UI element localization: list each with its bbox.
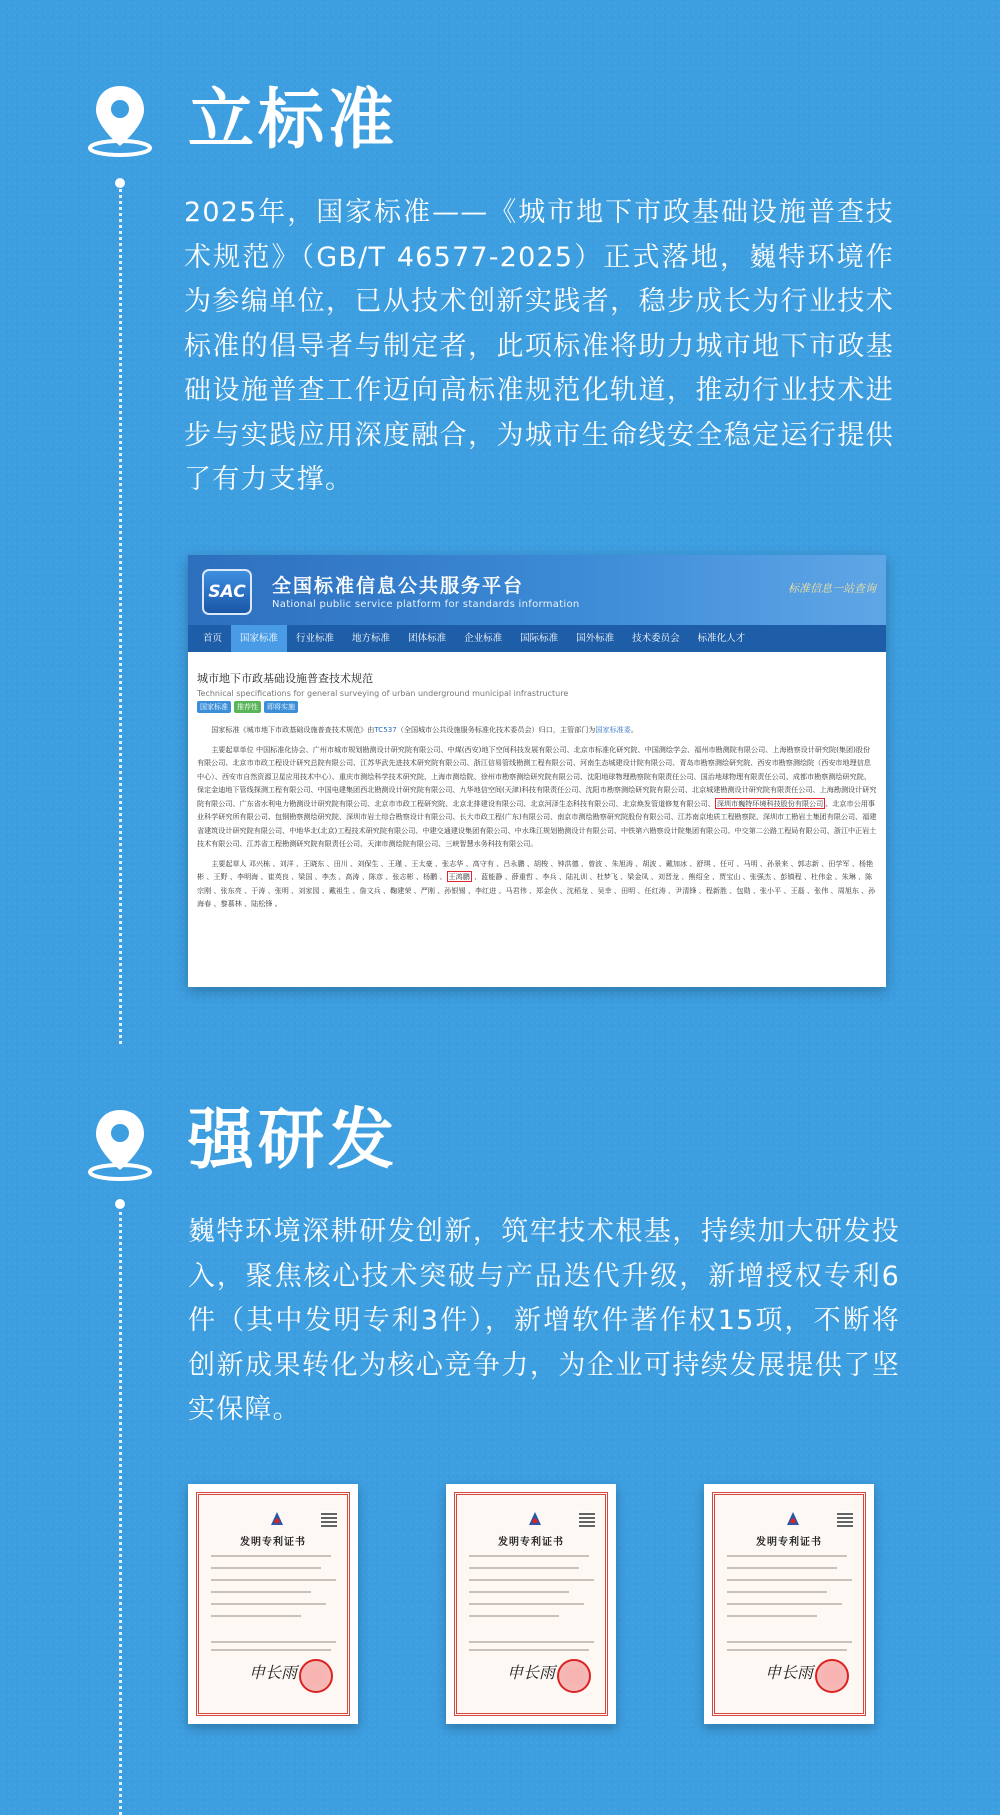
- standard-tags: [197, 701, 877, 713]
- units-text: 主要起草单位 中国标准化协会、广州市城市规划勘测设计研究院有限公司、中煤(西安)地下空间科技发展有限公司、北京市标准化研究院、中国测绘学会、福州市勘测院有限公司、上海勘察设计研究院(集团)股份有限公司、北京市市政工程设计研究总院有限公司、江苏华武先进技术研究院有限公司、浙江信易管线勘测工程有限公司、河南生态城建设计院有限公司、青岛市勘察测绘研究院、西安市勘察测绘院（西安市地理信息中心）、西安市自然资源卫星应用技术中心）、重庆市测绘科学技术研究院、上海市测绘院、徐州市勘察测绘研究院有限公司、沈阳地球物理勘察院有限责任公司、国治地球物理有限责任公司、成都市勘察测绘研究院、保定金迪地下管线探测工程有限公司、中国电建集团西北勘测设计研究院有限公司、九华地信空间(天津)科技有限责任公司、沈阳市勘察测绘研究院有限公司、北京城建勘测设计研究院有限责任公司、上海勘测设计研究院有限公司、广东省水利电力勘测设计研究院有限公司、北京市市政工程研究院、北京北排建设有限公司、北京河泽生态科技有限公司、北京焕发管道修复有限公司、: [197, 744, 877, 808]
- intro-text: 国家标准《城市地下市政基础设施普查技术规范》由: [211, 725, 375, 734]
- nav-item-6[interactable]: 国际标准: [520, 633, 559, 644]
- certificate-text-line: [469, 1649, 589, 1651]
- tc-link[interactable]: TC537: [374, 725, 397, 734]
- certificate-frame: [454, 1492, 608, 1716]
- certificate-text-line: [211, 1591, 311, 1593]
- nav-item-9[interactable]: 标准化人才: [697, 633, 746, 644]
- standard-intro: [197, 723, 877, 737]
- drafting-units: [197, 743, 877, 851]
- units-text: 、北京市公用事业科学研究所有限公司、包钢勘察测绘研究院、深圳市岩土综合勘察设计有限公司、长大市政工程(广东)有限公司、南京市测绘勘察研究院股份有限公司、江苏南京地质工程勘察院、深圳市工勘岩土集团有限公司、福建省建筑设计研究院有限公司、中地华北(北京)工程技术研究院有限公司、中建交通建设集团有限公司、中水珠江规划勘测设计有限公司、中铁第六勘察设计院集团有限公司、中交第二公路工程局有限公司、浙江中正岩土技术有限公司、江苏省工程勘测研究院有限责任公司、天津市测绘院有限公司、三峡智慧水务科技有限公司。: [197, 798, 877, 848]
- certificate-signature: 申长雨: [507, 1663, 556, 1682]
- tag-recommended: 推荐性: [234, 701, 261, 713]
- patent-certificate-1: [188, 1484, 358, 1724]
- certificate-text-line: [469, 1603, 584, 1605]
- section-title-standards: 立标准: [188, 80, 398, 158]
- certificate-text-line: [211, 1579, 336, 1581]
- certificate-signature: 申长雨: [249, 1663, 298, 1682]
- certificate-text-line: [211, 1615, 301, 1617]
- certificate-frame: [196, 1492, 350, 1716]
- highlighted-unit: 深圳市巍特环境科技股份有限公司: [716, 798, 824, 808]
- site-title: 全国标准信息公共服务平台: [272, 575, 525, 597]
- nav-item-7[interactable]: 国外标准: [576, 633, 615, 644]
- standard-title: 城市地下市政基础设施普查技术规范: [197, 672, 373, 685]
- certificate-text-line: [727, 1641, 852, 1643]
- patent-certificate-3: [704, 1484, 874, 1724]
- section-title-rnd: 强研发: [188, 1100, 398, 1178]
- qr-code-icon: [579, 1511, 595, 1527]
- patent-emblem-icon: [785, 1511, 801, 1527]
- certificate-title: 发明专利证书: [240, 1537, 306, 1548]
- nav-item-4[interactable]: 团体标准: [408, 633, 447, 644]
- certificate-text-line: [727, 1603, 842, 1605]
- timeline-dot: [115, 178, 125, 188]
- location-pin-icon: [88, 82, 152, 158]
- nav-item-1[interactable]: 国家标准: [231, 625, 287, 652]
- certificate-title: 发明专利证书: [756, 1537, 822, 1548]
- certificate-text-line: [211, 1555, 331, 1557]
- qr-code-icon: [837, 1511, 853, 1527]
- certificate-frame: [712, 1492, 866, 1716]
- site-nav: [188, 625, 886, 652]
- standard-subtitle: Technical specifications for general surveying of urban underground municipal infrastructure: [197, 689, 569, 698]
- intro-text: 。: [630, 725, 638, 734]
- certificate-text-line: [727, 1579, 852, 1581]
- location-pin-icon: [88, 1106, 152, 1182]
- standards-website-screenshot: [188, 555, 886, 987]
- nav-item-0[interactable]: 首页: [203, 633, 223, 644]
- site-body: [188, 652, 886, 911]
- certificate-text-line: [211, 1567, 321, 1569]
- dept-link[interactable]: 国家标准委: [595, 725, 631, 734]
- certificate-text-line: [469, 1579, 594, 1581]
- drafting-people: [197, 857, 877, 911]
- sac-logo: SAC: [202, 569, 252, 615]
- certificate-text-line: [727, 1567, 837, 1569]
- timeline-line: [119, 184, 122, 1044]
- timeline-dot: [115, 1199, 125, 1209]
- certificate-text-line: [211, 1649, 331, 1651]
- section-paragraph-standards: 2025年，国家标准——《城市地下市政基础设施普查技术规范》（GB/T 46577-2025）正式落地，巍特环境作为参编单位，已从技术创新实践者，稳步成长为行业技术标准的倡导者与制定者，此项标准将助力城市地下市政基础设施普查工作迈向高标准规范化轨道，推动行业技术进步与实践应用深度融合，为城市生命线安全稳定运行提供了有力支撑。: [184, 197, 894, 495]
- patent-emblem-icon: [269, 1511, 285, 1527]
- nav-item-5[interactable]: 企业标准: [464, 633, 503, 644]
- certificate-text-line: [469, 1555, 589, 1557]
- certificate-text-line: [727, 1649, 847, 1651]
- section-paragraph-rnd: 巍特环境深耕研发创新，筑牢技术根基，持续加大研发投入，聚焦核心技术突破与产品迭代升级，新增授权专利6件（其中发明专利3件），新增软件著作权15项，不断将创新成果转化为核心竞争力，为企业可持续发展提供了坚实保障。: [188, 1216, 900, 1425]
- site-title-english: National public service platform for standards information: [272, 599, 580, 610]
- highlighted-person: 王鸿鹏: [448, 872, 470, 881]
- certificate-text-line: [469, 1591, 569, 1593]
- certificate-text-line: [211, 1603, 326, 1605]
- patent-emblem-icon: [527, 1511, 543, 1527]
- timeline-line: [119, 1205, 122, 1815]
- patent-certificate-2: [446, 1484, 616, 1724]
- certificate-title: 发明专利证书: [498, 1537, 564, 1548]
- certificate-text-line: [211, 1641, 336, 1643]
- official-seal: [815, 1659, 849, 1693]
- nav-item-2[interactable]: 行业标准: [296, 633, 335, 644]
- official-seal: [557, 1659, 591, 1693]
- qr-code-icon: [321, 1511, 337, 1527]
- official-seal: [299, 1659, 333, 1693]
- tag-national: 国家标准: [197, 701, 231, 713]
- certificate-text-line: [727, 1615, 817, 1617]
- site-slogan: 标准信息一站查询: [788, 582, 876, 595]
- certificate-text-line: [469, 1641, 594, 1643]
- site-header: [188, 555, 886, 625]
- people-text: 、蓝能静 、薛重哲 、李兵 、陆礼训 、杜梦飞 、梁金凤 、刘晋龙 、熊绍全 、贾宝山 、张强杰 、彭镇程 、杜伟金 、朱琳 、陈宗刚 、张东亮 、于涛 、张明 、刘家园 、戴祖生 、詹文兵 、鞠建荣 、严刚 、孙银锡 、李红进 、马君伟 、郑金伙 、沈稻龙 、吴幸 、田明 、任红涛 、尹清锋 、程新胜 、包勋 、张小平 、王磊 、张伟 、周旭东 、孙海春 、黎慕林 、陆松锋 。: [197, 872, 876, 908]
- nav-item-8[interactable]: 技术委员会: [632, 633, 680, 644]
- tag-upcoming: 即将实施: [264, 701, 298, 713]
- intro-text: （全国城市公共设施服务标准化技术委员会）归口，主管部门为: [396, 725, 596, 734]
- certificate-text-line: [727, 1591, 827, 1593]
- certificate-text-line: [469, 1567, 579, 1569]
- certificate-text-line: [727, 1555, 847, 1557]
- certificate-text-line: [469, 1615, 559, 1617]
- people-text: 主要起草人 邓兴栋 、刘洋 、王晓东 、田川 、刘保生 、王瑾 、王太豪 、张志华 、高守有 、吕永鹏 、胡梭 、钟洪德 、曾波 、朱旭涛 、胡波 、戴加冰 、舒琪 、任可 、马明 、孙景来 、郭志新 、田学军 、杨艳彬 、王野 、李明海 、崔英良 、梁国 、李杰 、高涛 、陈彦 、张志彬 、杨鹏 、: [197, 858, 874, 881]
- nav-item-3[interactable]: 地方标准: [352, 633, 391, 644]
- certificate-signature: 申长雨: [765, 1663, 814, 1682]
